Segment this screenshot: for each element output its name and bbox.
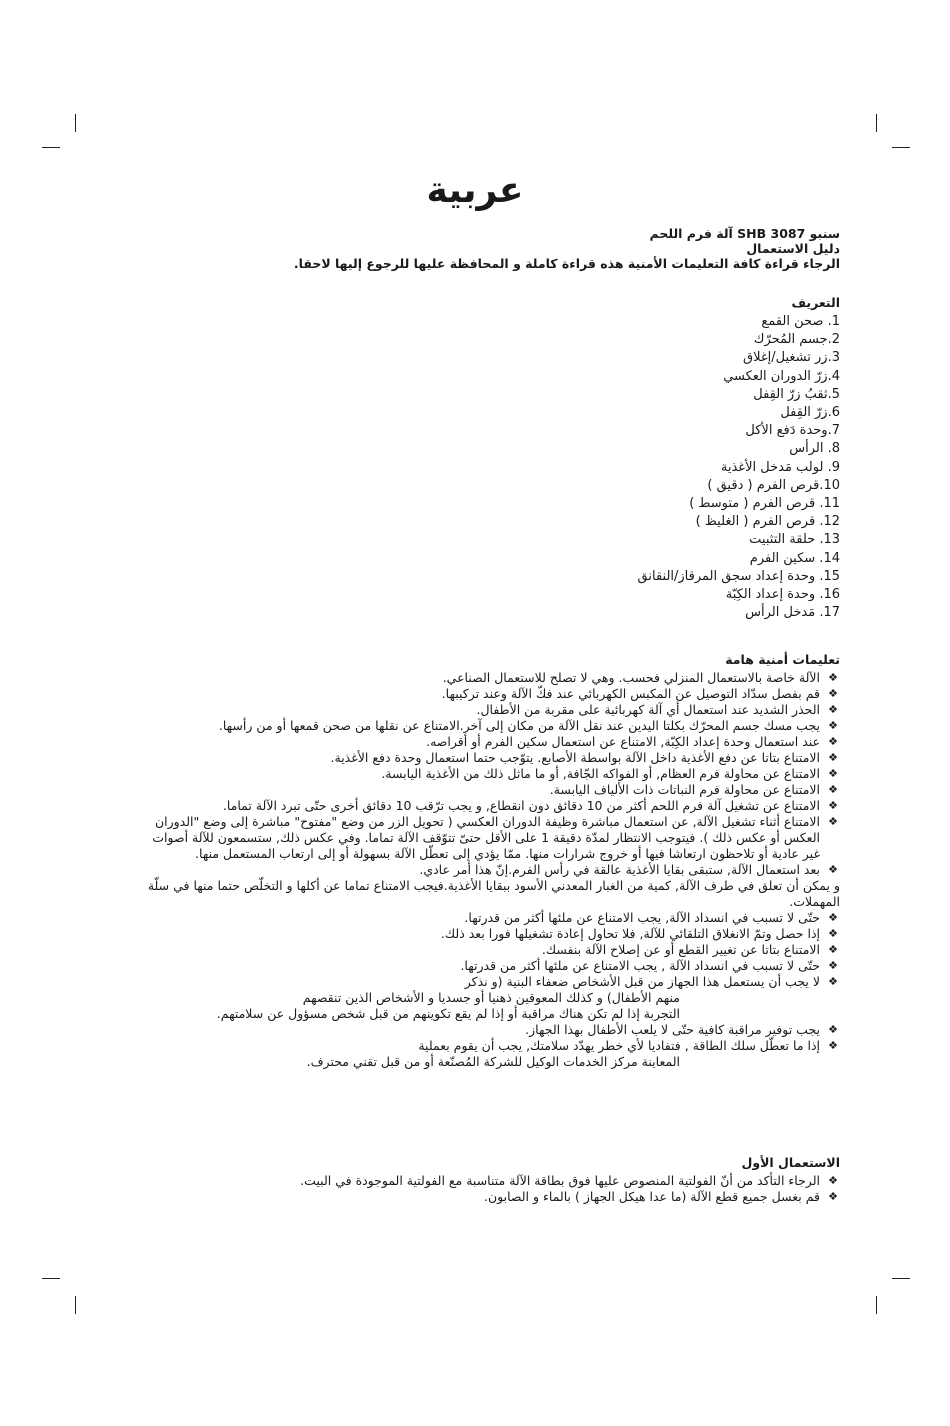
list-item: ❖ الرجاء التأكد من أنّ الفولتية المنصوص عليها فوق بطاقة الآلة متناسبة مع الفولتية الموجودة في البيت. xyxy=(140,1173,840,1189)
safety-list xyxy=(140,670,840,1070)
continuation-line: المعاينة مركز الخدمات الوكيل للشركة المُصنّعة أو من قبل تقني محترف. xyxy=(306,1054,680,1069)
continuation-line: منهم الأطفال) و كذلك المعوقين ذهنيا أو جسديا و الأشخاص الذين تنقصهم xyxy=(302,990,680,1005)
list-item: ❖ لا يجب أن يستعمل هذا الجهاز من قبل الأشخاص ضعفاء البنية (و نذكر xyxy=(140,974,840,990)
definitions-title: التعريف xyxy=(791,295,840,310)
crop-mark xyxy=(42,147,60,148)
list-item: 4.زرّ الدوران العكسي xyxy=(723,368,840,384)
safety-section xyxy=(140,652,840,1070)
product-name: سنبو SHB 3087 آلة فرم اللحم xyxy=(649,226,840,241)
list-item: 2.جسم المُحرّك xyxy=(753,332,840,348)
list-item: ❖ قم بفصل سدّاد التوصيل عن المكبس الكهربائي عند فكّ الآلة وعند تركيبها. xyxy=(140,686,840,702)
list-item: ❖ حتّى لا تسبب في انسداد الآلة, يجب الامتناع عن ملئها أكثر من قدرتها. xyxy=(140,910,840,926)
first-use-list xyxy=(140,1173,840,1205)
list-item: ❖ حتّى لا تسبب في انسداد الآلة , يجب الامتناع عن ملئها أكثر من قدرتها. xyxy=(140,958,840,974)
list-item: 5.ثقبُ زرّ القِفل xyxy=(753,386,840,402)
list-item: ❖ قم بغسل جميع قطع الآلة (ما عدا هيكل الجهاز ) بالماء و الصابون. xyxy=(140,1189,840,1205)
definitions-list xyxy=(140,313,840,622)
list-item: 12. قرص الفرم ( الغليظ ) xyxy=(695,514,840,530)
list-item: 17. مَدخل الرأس xyxy=(745,605,840,621)
crop-mark xyxy=(876,1296,877,1314)
crop-mark xyxy=(876,114,877,132)
crop-mark xyxy=(75,1296,76,1314)
definitions-section xyxy=(140,295,840,622)
list-item: ❖ الآلة خاصة بالاستعمال المنزلي فحسب. وهي لا تصلح للاستعمال الصناعي. xyxy=(140,670,840,686)
crop-mark xyxy=(892,147,910,148)
list-item: ❖ يجب مسك جسم المحرّك بكلتا اليدين عند نقل الآلة من مكان إلى آخر.الامتناع عن نقلها من صحن قمعها أو من رأسها. xyxy=(140,718,840,734)
list-item: 1. صحن القمع xyxy=(761,314,840,329)
list-item: ❖ الامتناع عن تشغيل آلة فرم اللحم أكثر من 10 دقائق دون انقطاع, و يجب ترّقب 10 دقائق أخرى حتّى تبرد الآلة تماما. xyxy=(140,798,840,814)
first-use-title: الاستعمال الأول xyxy=(741,1155,840,1170)
list-item: 11. قرص الفرم ( متوسط ) xyxy=(689,496,840,512)
page-title: عربية xyxy=(426,170,524,211)
safety-note: و يمكن أن تعلق في طرف الآلة, كمية من الغبار المعدني الأسود ببقايا الأغذية.فيجب الامتناع تماما عن أكلها و التخلّص حتما منها في سلّة المهملات. xyxy=(147,878,840,909)
list-item: ❖ الامتناع أثناء تشغيل الآلة, عن استعمال مباشرة وظيفة الدوران العكسي ( تحويل الزر من وضع "مفتوح" مباشرة إلى وضع "الدوران العكس أو عكس ذلك ). فيتوجب الانتظار لمدّة دقيقة 1 على الأقل حتىّ تتوّقف الآلة تماما. وفي عكس ذلك, ستسمعون للآلة أصوات غير عادية أو تلاحظون ارتعاشا فيها أو خروج شرارات منها. ممّا يؤدي إلى تعطّل الآلة بسهولة أو إلى ارتعاب المستعمل منها. xyxy=(140,814,840,862)
list-item: 13. حلقة التثبيت xyxy=(749,532,840,548)
manual-title: دليل الاستعمال xyxy=(746,241,840,256)
safety-title: تعليمات أمنية هامة xyxy=(725,652,840,667)
list-item: 16. وحدة إعداد الكِبّة xyxy=(725,587,840,603)
list-item: ❖ عند استعمال وحدة إعداد الكِبّة, الامتناع عن استعمال سكين الفرم أو أقراصه. xyxy=(140,734,840,750)
list-item: ❖ إذا حصل وتمّ الانغلاق التلقائي للآلة, فلا تحاول إعادة تشغيلها فورا بعد ذلك. xyxy=(140,926,840,942)
list-item: 6.زرّ القِفل xyxy=(780,405,840,421)
list-item: ❖ بعد استعمال الآلة, ستبقى بقايا الأغذية عالقة في رأس الفرم.إنّ هذا أمر عادي. xyxy=(140,862,840,878)
list-item: ❖ الامتناع بتاتا عن دفع الأغذية داخل الآلة بواسطة الأصابع. يتوّجب حتما استعمال وحدة دفع الأغذية. xyxy=(140,750,840,766)
list-item: ❖ إذا ما تعطّل سلك الطاقة , فتفاديا لأي خطر يهدّد سلامتك, يجب أن يقوم بعملية xyxy=(140,1038,840,1054)
crop-mark xyxy=(892,1278,910,1279)
list-item: 8. الرأس xyxy=(789,441,840,457)
first-use-section xyxy=(140,1155,840,1205)
list-item: ❖ الامتناع عن محاولة فرم العظام, أو الفواكه الجّافة, أو ما ماثل ذلك من الأغذية اليابسة. xyxy=(140,766,840,782)
list-item: ❖ الحذر الشديد عند استعمال أي آلة كهربائية على مقربة من الأطفال. xyxy=(140,702,840,718)
document-header xyxy=(140,226,840,271)
list-item: 9. لولب مَدخل الأغذية xyxy=(720,459,840,475)
list-item: 14. سكين الفرم xyxy=(749,550,840,566)
list-item: 10.قرص الفرم ( دقيق ) xyxy=(707,477,840,493)
list-item: ❖ الامتناع بتاتا عن تغيير القطع أو عن إصلاح الآلة بنفسك. xyxy=(140,942,840,958)
reading-notice: الرجاء قراءة كافة التعليمات الأمنية هذه قراءة كاملة و المحافظة عليها للرجوع إليها لاحقا. xyxy=(293,256,840,271)
list-item: 3.زر تشغيل/إغلاق xyxy=(743,350,840,366)
continuation-line: التجربة إذا لم تكن هناك مراقبة أو إذا لم يقع تكوينهم من قبل شخص مسؤول عن سلامتهم. xyxy=(216,1006,680,1021)
crop-mark xyxy=(42,1278,60,1279)
list-item: ❖ يجب توفير مراقبة كافية حتّى لا يلعب الأطفال بهذا الجهاز. xyxy=(140,1022,840,1038)
list-item: 15. وحدة إعداد سجق المرقاز/النقانق xyxy=(637,568,840,584)
list-item: 7.وحدة دَفع الأكل xyxy=(745,423,840,439)
crop-mark xyxy=(75,114,76,132)
list-item: ❖ الامتناع عن محاولة فرم النباتات ذات الألياف اليابسة. xyxy=(140,782,840,798)
